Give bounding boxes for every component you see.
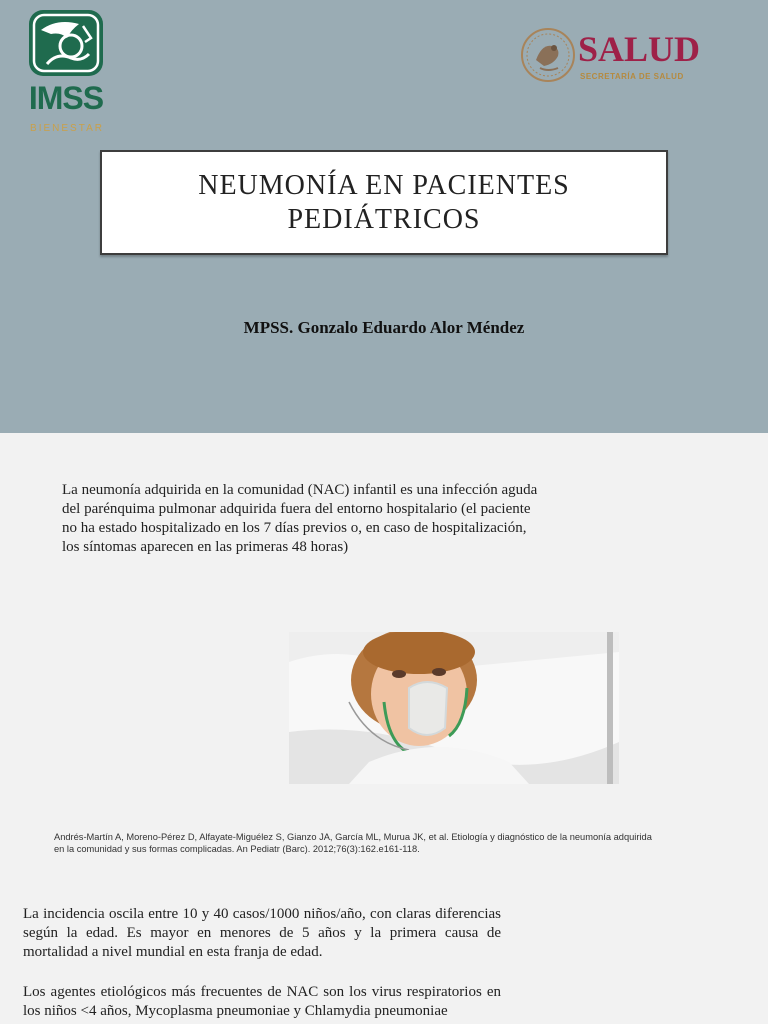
etiology-paragraph: Los agentes etiológicos más frecuentes de NAC son los virus respiratorios en los niños <4 años, Mycoplasma pneumoniae y Chlamydia pneumoniae [23,984,501,1019]
imss-logo-subtext: BIENESTAR [30,123,104,134]
salud-logo-text: SALUD [578,29,701,69]
imss-logo [22,8,112,138]
salud-logo-subtext: SECRETARÍA DE SALUD [580,72,684,81]
photo-illustration [289,632,619,784]
incidence-paragraph: La incidencia oscila entre 10 y 40 casos/1000 niños/año, con claras diferencias según la edad. Es mayor en menores de 5 años y la primera causa de mortalidad a nivel mundial en esta franja de edad. [23,906,501,960]
page-title: NEUMONÍA EN PACIENTES PEDIÁTRICOS [198,169,570,235]
citation-reference: Andrés-Martín A, Moreno-Pérez D, Alfayate-Miguélez S, Gianzo JA, García ML, Murua JK, et al. Etiología y diagnóstico de la neumonía adquirida en la comunidad y sus formas complicadas. An Pediatr (Barc). 2012;76(3):162.e161-118. [54,832,652,854]
mexico-seal-icon [520,26,576,84]
title-box [100,150,668,255]
child-oxygen-mask-photo [289,632,619,784]
imss-emblem-icon [27,8,105,78]
definition-paragraph: La neumonía adquirida en la comunidad (NAC) infantil es una infección aguda del parénquima pulmonar adquirida fuera del entorno hospitalario (el paciente no ha estado hospitalizado en los 7 días previos o, en caso de hospitalización, los síntomas aparecen en las primeras 48 horas) [62,482,538,555]
cover-slide [0,0,768,433]
imss-logo-text: IMSS [28,80,104,116]
salud-logo [520,24,720,88]
author-name: MPSS. Gonzalo Eduardo Alor Méndez [243,318,525,337]
